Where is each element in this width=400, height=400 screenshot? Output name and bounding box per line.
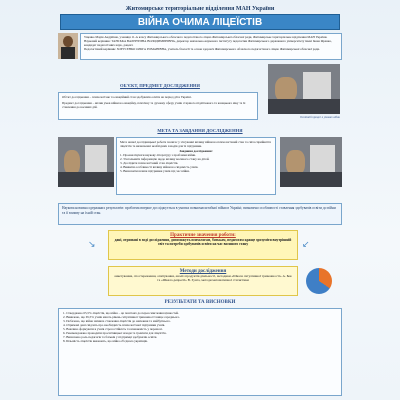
result-item: 7. Визначено роль педагогів та батьків у підтримці здобувачів освіти. xyxy=(63,335,158,339)
survey-pie-chart xyxy=(306,268,332,294)
author-photo xyxy=(58,33,78,59)
task-item: 2. Узагальнити інформацію щодо впливу воєнного стану на дітей. xyxy=(120,157,210,161)
pedagogical-advisor-line: Педагогічний керівник: ЗОРУСЕНКО ОЛЬГА РОМАНІВНА, учитель біології та основ здоров'я Житомирського обласного педагогічного ліцею Житомирської обласної ради. xyxy=(84,47,320,51)
practical-box xyxy=(108,230,298,260)
object-section-title: ОБ'ЄКТ, ПРЕДМЕТ ДОСЛІДЖЕННЯ xyxy=(120,83,200,88)
result-item: 4. Отримані дані свідчать про необхідність психологічної підтримки учнів. xyxy=(63,323,166,327)
result-item: 6. Рекомендовано проводити просвітницькі заходи та тренінги для ліцеїстів. xyxy=(63,331,167,335)
object-text: Об'єкт дослідження – психологічне та емоційний стан здобувачів освіти на період дії в Україні. xyxy=(62,95,192,99)
task-item: 1. Проаналізувати наукову літературу з проблеми війни. xyxy=(120,153,196,157)
classroom-photo-2 xyxy=(58,137,114,187)
classroom-photo-3 xyxy=(280,137,342,187)
result-item: 8. Більшість ліцеїстів вважають, що війна об'єднала українців. xyxy=(63,339,148,343)
photo-caption-1: Освітній процес в умовах війни xyxy=(299,115,340,119)
goal-text: Мета нашої дослідницької роботи полягає у з'ясуванні впливу війни на психологічний стан та світосприйняття ліцеїстів та визначенні необхідних заходів для їх підтримки. xyxy=(120,140,271,148)
scientific-advisor-line: Науковий керівник: ТАНСЬКА ВАЛЕНТИНА ВОЛОДИМИРІВНА, директор навчально-наукового інституту педагогіки Житомирського державного університету імені Івана Франка, кандидат педагогічних наук, доцент. xyxy=(84,39,332,47)
result-item: 3. Побачено, що війна змінила ставлення ліцеїстів до навчання та майбутнього. xyxy=(63,319,171,323)
arrow-right-icon: ↙ xyxy=(302,240,310,250)
methods-box xyxy=(108,266,298,296)
object-section-box xyxy=(58,92,258,120)
result-item: 5. Важливо формувати в учнів стресостійкість та впевненість у перемозі. xyxy=(63,327,163,331)
result-item: 2. Виявлено, що 65,5% учнів мають рівень ситуативної тривожності вище середнього. xyxy=(63,315,180,319)
poster-title: ВІЙНА ОЧИМА ЛІЦЕЇСТІВ xyxy=(60,14,340,30)
practical-title: Практичне значення роботи: xyxy=(170,233,236,238)
result-item: 1. Стверджено 65,5% ліцеїстів, що війна – це поштовх до переосмислення цінностей. xyxy=(63,311,179,315)
organization-line: Житомирське територіальне відділення МАН України xyxy=(125,6,275,12)
task-item: 3. Дослідити психологічний стан ліцеїстів. xyxy=(120,161,179,165)
task-item: 5. Визначити шляхи підтримки учнів під час війни. xyxy=(120,169,190,173)
novelty-box xyxy=(58,203,342,225)
classroom-photo-1 xyxy=(268,64,340,114)
goal-section-box xyxy=(116,137,276,195)
tasks-label: Завдання дослідження: xyxy=(179,149,213,153)
results-title: РЕЗУЛЬТАТИ ТА ВИСНОВКИ xyxy=(164,300,236,305)
authors-box xyxy=(80,33,342,60)
arrow-left-icon: ↘ xyxy=(88,240,96,250)
goal-section-title: МЕТА ТА ЗАВДАННЯ ДОСЛІДЖЕННЯ xyxy=(157,128,243,133)
methods-title: Методи дослідження xyxy=(179,269,227,274)
methods-text: анкетування, спостереження, опитування, аналіз продуктів діяльності, методики «Шкала ситуативної тривожності» А. Бек та «Шкала депресії» В. Зунга, методи математичної статистики xyxy=(114,274,292,283)
task-item: 4. Виявити особливості впливу війни на свідомість учнів. xyxy=(120,165,199,169)
subject-text: Предмет дослідження – вплив умов війни на емоційну, психічну та духовну сферу учнів старшого підліткового та юнацького віку та їх ставлення до воєнних дій. xyxy=(62,101,246,109)
practical-text: дані, отримані в ході дослідження, допоможуть психологам, батькам, педагогам краще зрозуміти внутрішній світ та потреби здобувачів освіти на час воєнного стану xyxy=(114,238,292,247)
novelty-text: Наукова новизна одержаних результатів: проблема вперше досліджується в умовах повномасштабної війни в Україні; визначено особливості ставлення здобувачів освіти до війни та її впливу на їхній стан. xyxy=(62,206,336,215)
results-box xyxy=(58,308,342,396)
author-line: Ущенко Марія Андріївна, учениця 11-А класу Житомирського обласного педагогічного ліцею Житомирської обласної ради, Житомирське територіальне відділення МАН України. xyxy=(84,35,328,39)
